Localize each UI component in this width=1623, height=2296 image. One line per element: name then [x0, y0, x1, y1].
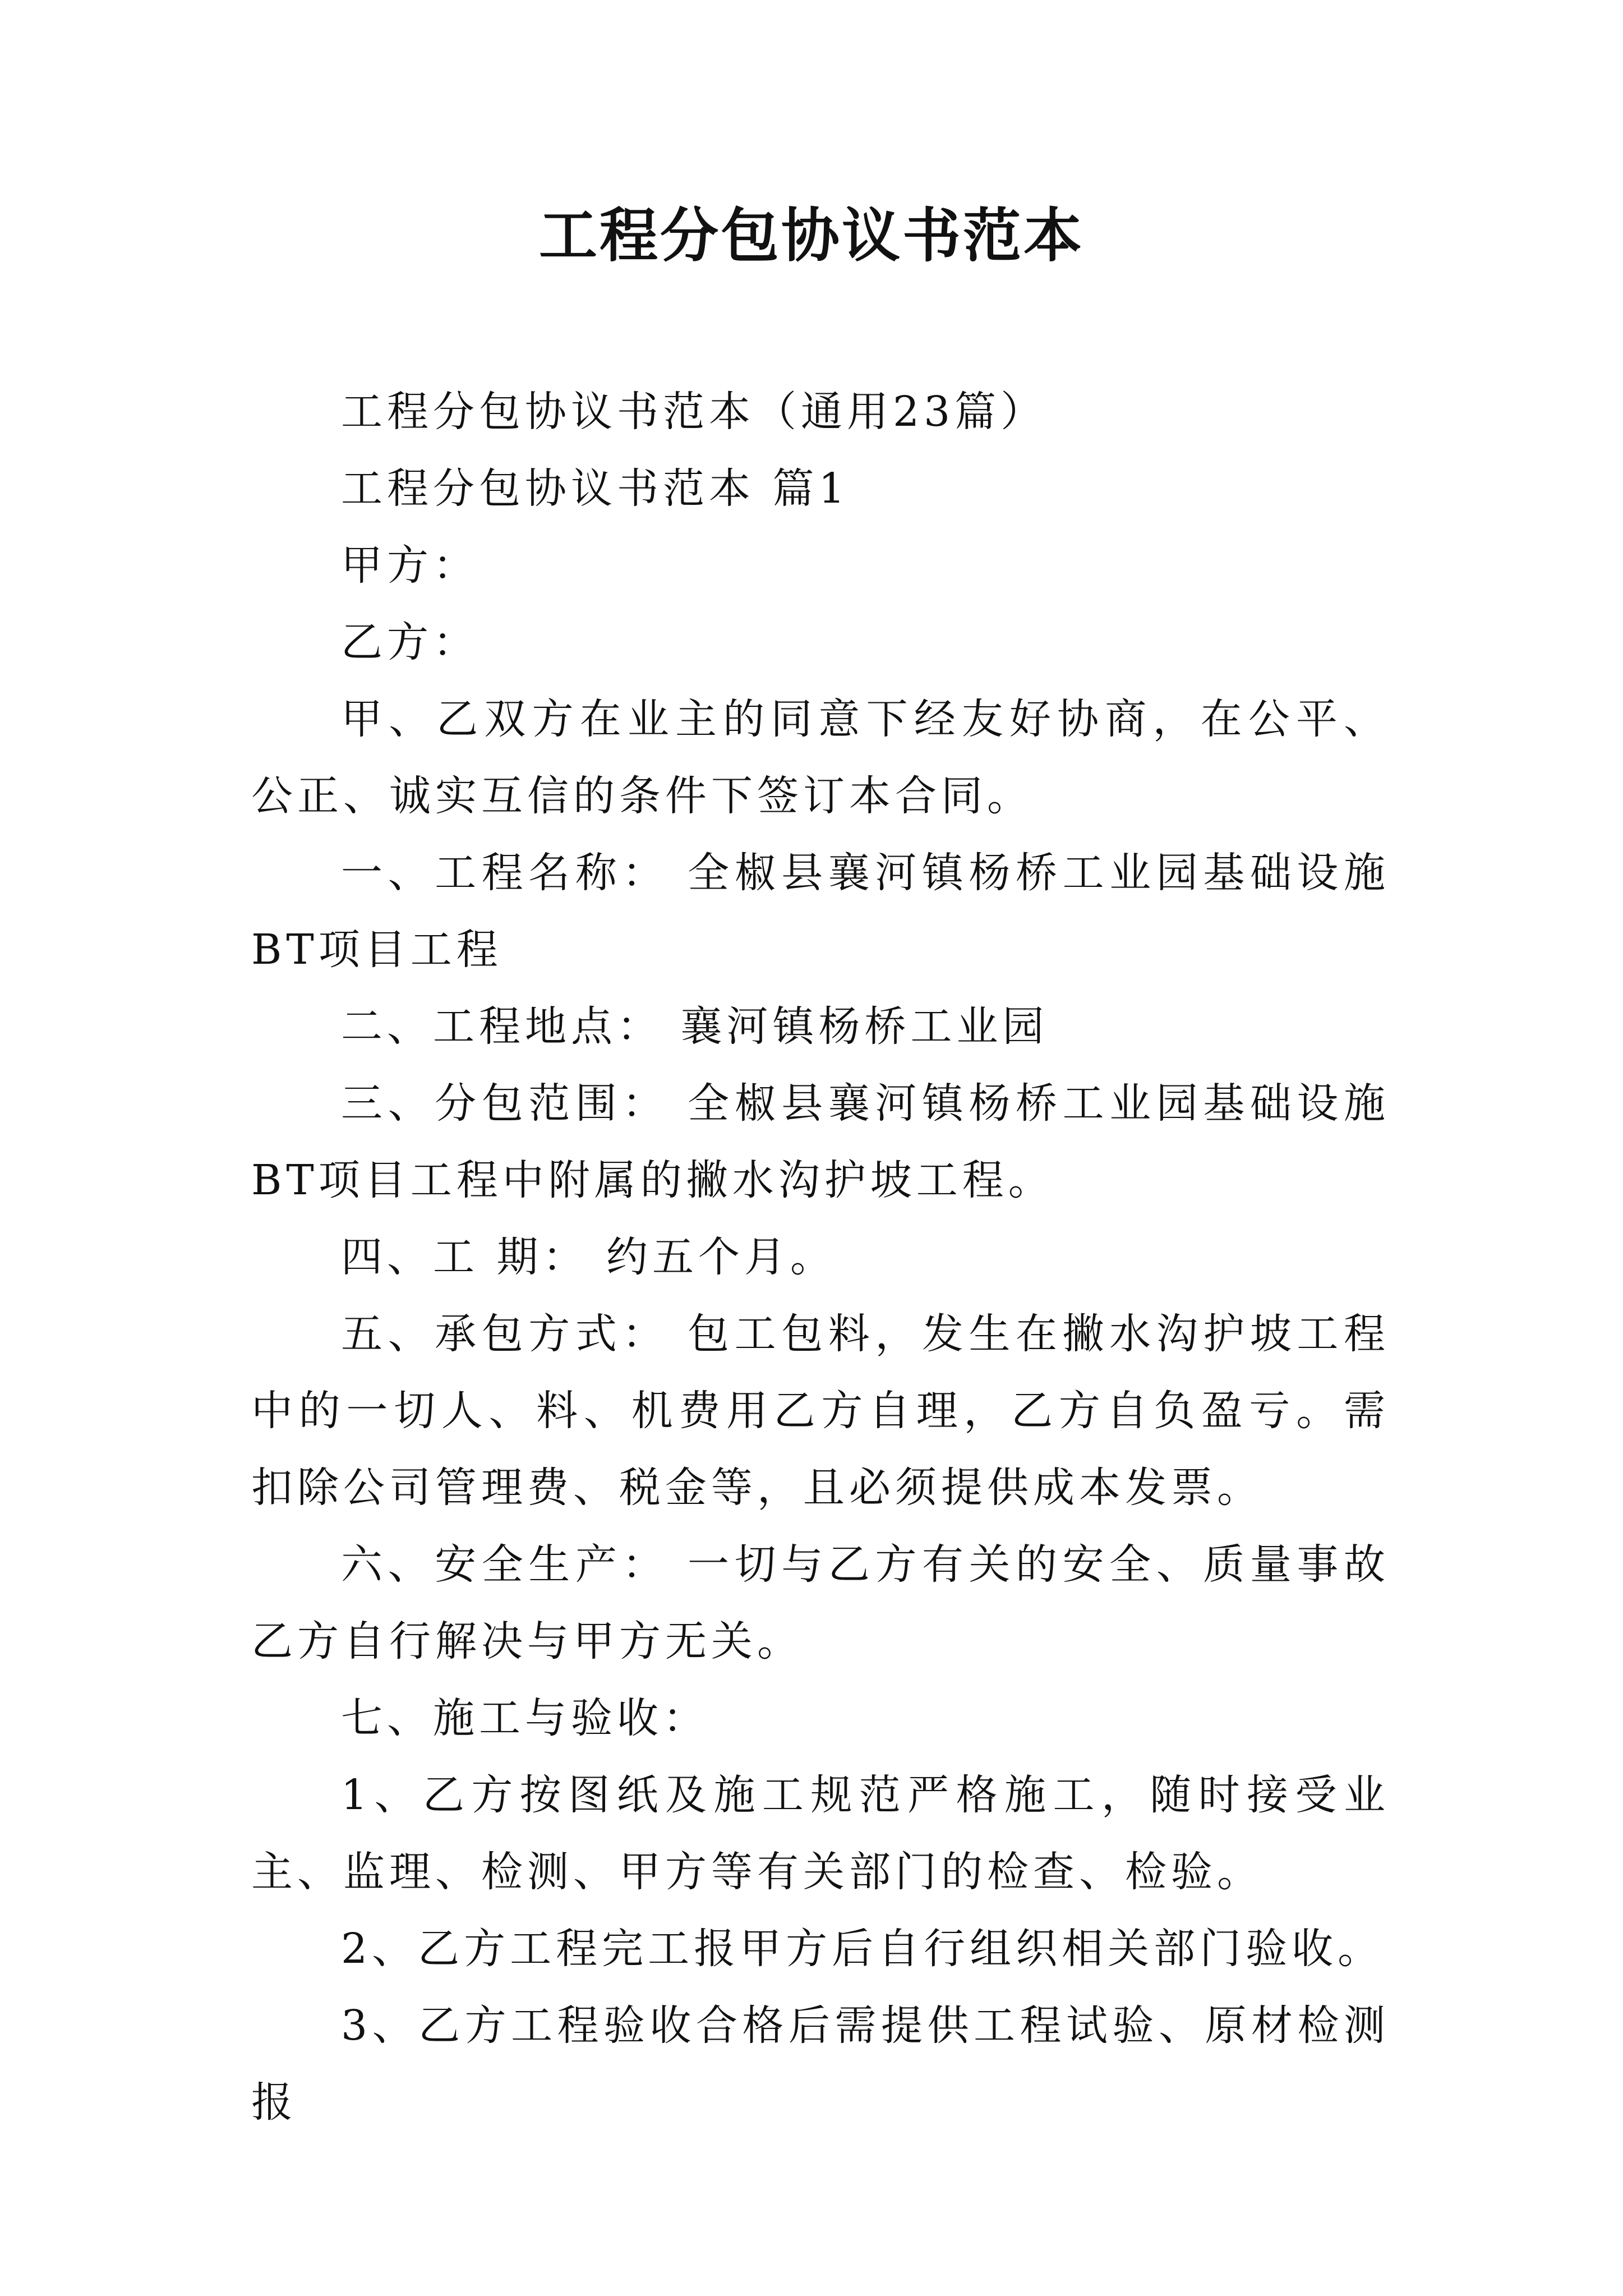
paragraph-project-name: 一、工程名称： 全椒县襄河镇杨桥工业园基础设施BT项目工程 — [251, 849, 1390, 974]
paragraph-duration: 四、工 期： 约五个月。 — [341, 1233, 837, 1281]
paragraph-subcontract-scope: 三、分包范围： 全椒县襄河镇杨桥工业园基础设施BT项目工程中附属的撇水沟护坡工程。 — [251, 1079, 1390, 1204]
paragraph-section-heading: 工程分包协议书范本 篇1 — [341, 464, 850, 513]
document-title: 工程分包协议书范本 — [538, 201, 1084, 270]
paragraph-item-1: 1、乙方按图纸及施工规范严格施工，随时接受业主、监理、检测、甲方等有关部门的检查、检验。 — [251, 1771, 1390, 1896]
paragraph-construction-acceptance: 七、施工与验收： — [341, 1694, 709, 1742]
paragraph-party-a: 甲方： — [341, 541, 479, 590]
paragraph-contract-mode: 五、承包方式： 包工包料，发生在撇水沟护坡工程中的一切人、料、机费用乙方自理，乙方自负盈亏。需扣除公司管理费、税金等，且必须提供成本发票。 — [251, 1310, 1390, 1512]
paragraph-safety: 六、安全生产： 一切与乙方有关的安全、质量事故乙方自行解决与甲方无关。 — [251, 1540, 1390, 1665]
paragraph-project-location: 二、工程地点： 襄河镇杨桥工业园 — [341, 1002, 1049, 1051]
paragraph-item-3: 3、乙方工程验收合格后需提供工程试验、原材检测报 — [251, 2001, 1390, 2127]
paragraph-item-2: 2、乙方工程完工报甲方后自行组织相关部门验收。 — [341, 1925, 1384, 1973]
document-body — [251, 374, 1390, 2141]
paragraph-subtitle: 工程分包协议书范本（通用23篇） — [341, 388, 1047, 436]
paragraph-party-b: 乙方： — [341, 618, 479, 666]
paragraph-preamble: 甲、乙双方在业主的同意下经友好协商，在公平、公正、诚实互信的条件下签订本合同。 — [251, 695, 1390, 820]
